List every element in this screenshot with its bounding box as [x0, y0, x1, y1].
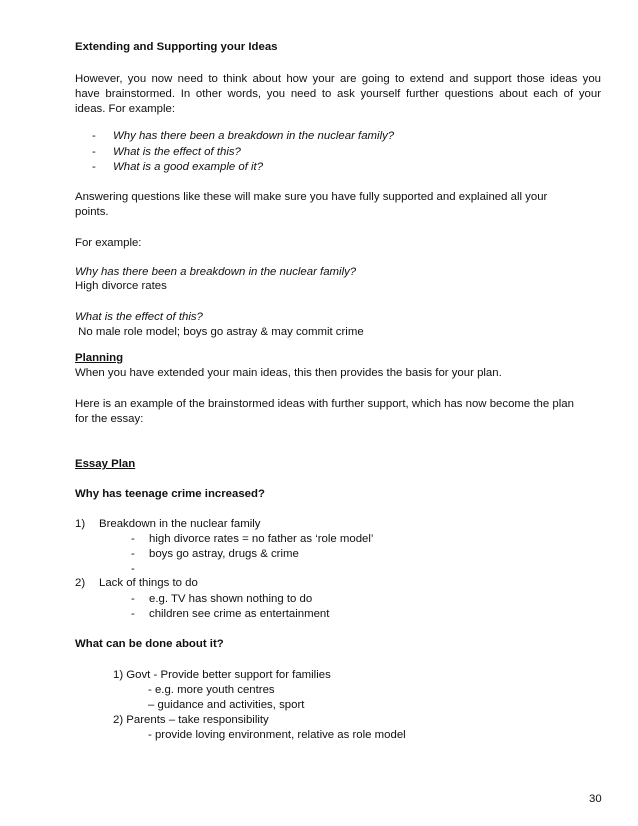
solution-2-detail-1: - provide loving environment, relative as role model	[148, 729, 406, 741]
bullet-dash: -	[131, 563, 135, 575]
bullet-dash: -	[92, 146, 96, 158]
example-2-question: What is the effect of this?	[75, 311, 203, 323]
intro-line-3: ideas. For example:	[75, 103, 176, 115]
point-2-sub-1: e.g. TV has shown nothing to do	[149, 593, 313, 605]
question-1: Why has there been a breakdown in the nuclear family?	[113, 130, 395, 142]
point-1-label: Breakdown in the nuclear family	[99, 518, 261, 530]
for-example-label: For example:	[75, 237, 142, 249]
section-heading: Extending and Supporting your Ideas	[75, 41, 278, 53]
solution-1-detail-2: – guidance and activities, sport	[148, 699, 305, 711]
solution-1-detail-1: - e.g. more youth centres	[148, 684, 275, 696]
solution-1-title: 1) Govt - Provide better support for families	[113, 669, 331, 681]
bullet-dash: -	[92, 130, 96, 142]
example-1-question: Why has there been a breakdown in the nuclear family?	[75, 266, 357, 278]
example-1-answer: High divorce rates	[75, 280, 167, 292]
bullet-dash: -	[131, 593, 135, 605]
question-3: What is a good example of it?	[113, 161, 264, 173]
point-2-sub-2: children see crime as entertainment	[149, 608, 330, 620]
page-number: 30	[589, 793, 602, 805]
planning-text: When you have extended your main ideas, this then provides the basis for your plan.	[75, 367, 502, 379]
point-2-label: Lack of things to do	[99, 577, 198, 589]
bullet-dash: -	[131, 548, 135, 560]
answering-line-2: points.	[75, 206, 109, 218]
plan-intro-line-2: for the essay:	[75, 413, 144, 425]
example-2-answer: No male role model; boys go astray & may commit crime	[75, 326, 364, 338]
point-1-sub-2: boys go astray, drugs & crime	[149, 548, 299, 560]
planning-heading: Planning	[75, 352, 124, 364]
solution-2-title: 2) Parents – take responsibility	[113, 714, 269, 726]
question-2: What is the effect of this?	[113, 146, 241, 158]
bullet-dash: -	[131, 608, 135, 620]
intro-line-2: have brainstormed. In other words, you need to ask yourself further questions about each of your	[75, 88, 601, 100]
point-2-number: 2)	[75, 577, 86, 589]
answering-line-1: Answering questions like these will make sure you have fully supported and explained all your	[75, 191, 548, 203]
plan-intro-line-1: Here is an example of the brainstormed ideas with further support, which has now become the plan	[75, 398, 574, 410]
bullet-dash: -	[131, 533, 135, 545]
bullet-dash: -	[92, 161, 96, 173]
point-1-sub-1: high divorce rates = no father as ‘role model’	[149, 533, 374, 545]
essay-plan-heading: Essay Plan	[75, 458, 136, 470]
solutions-heading: What can be done about it?	[75, 638, 224, 650]
essay-question: Why has teenage crime increased?	[75, 488, 265, 500]
intro-line-1: However, you now need to think about how your are going to extend and support those ideas you	[75, 73, 601, 85]
point-1-number: 1)	[75, 518, 86, 530]
